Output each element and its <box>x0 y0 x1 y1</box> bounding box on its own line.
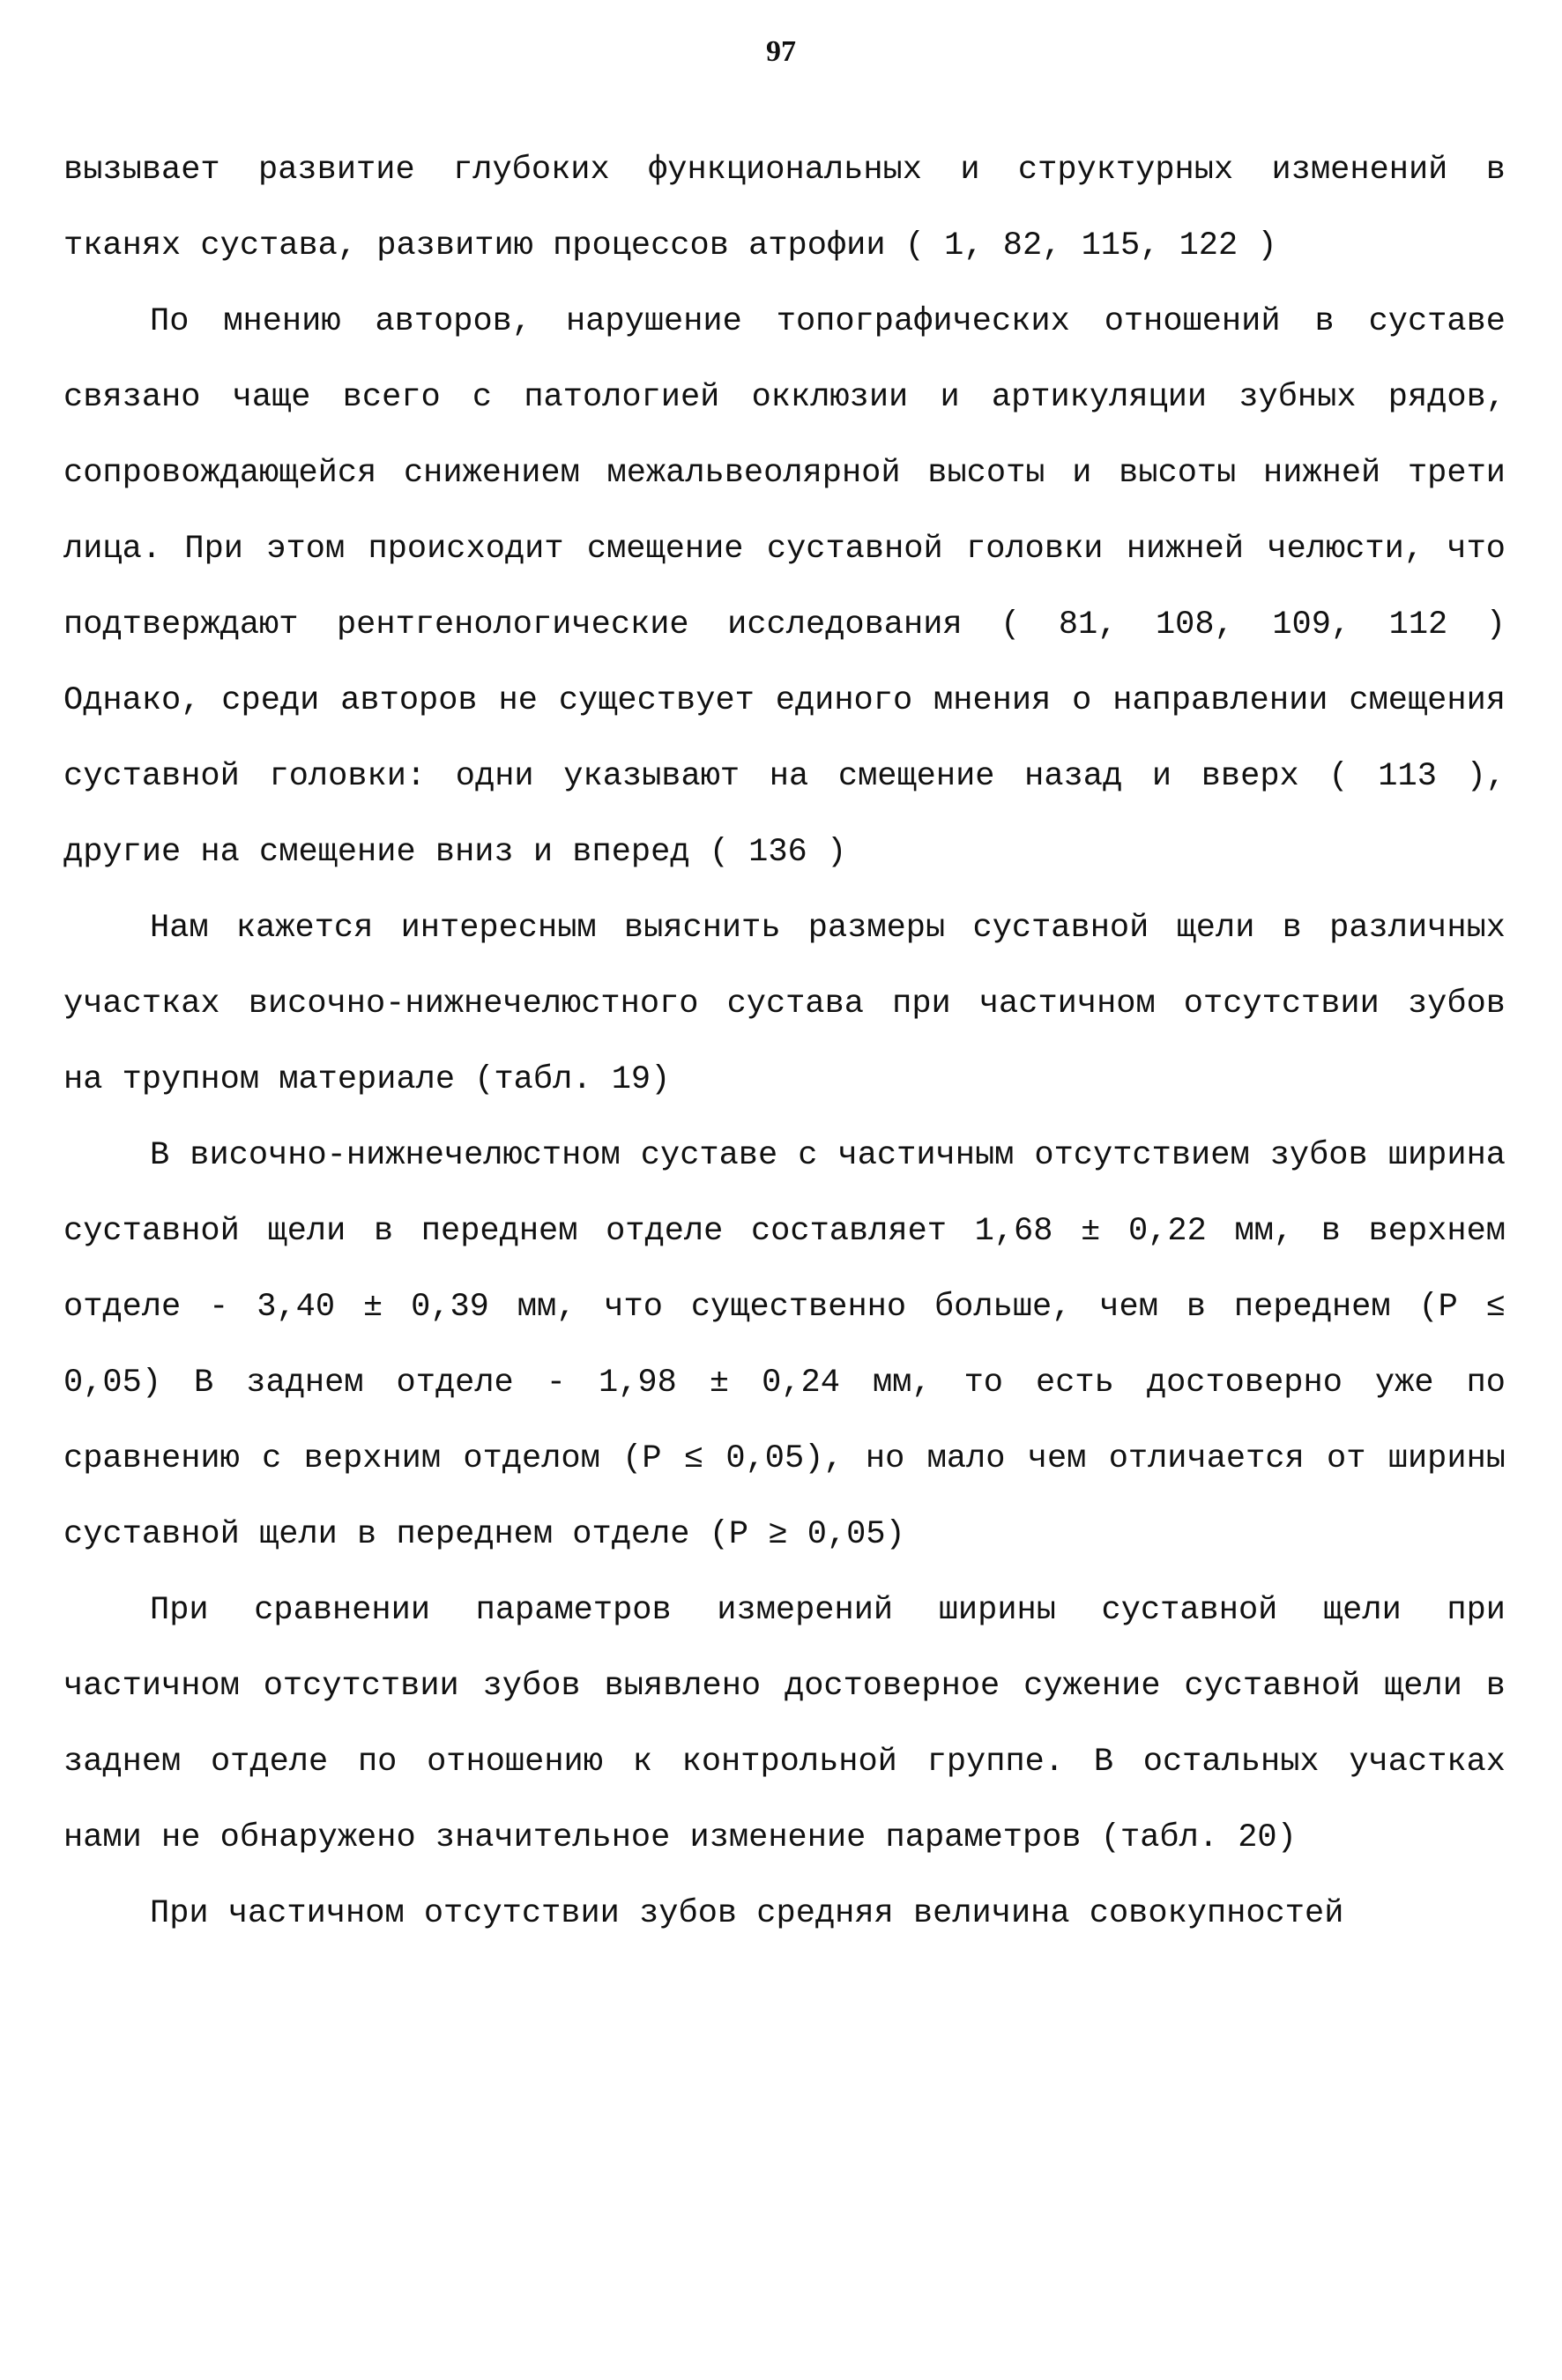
paragraph-1: вызывает развитие глубоких функциональных и структурных изменений в тканях сустава, развитию процессов атрофии ( 1, 82, 115, 122 ) <box>63 152 1506 264</box>
body-text <box>63 132 1506 1952</box>
page-number: 97 <box>766 35 796 68</box>
paragraph-3: Нам кажется интересным выяснить размеры суставной щели в различных участках височно-нижнечелюстного сустава при частичном отсутствии зубов на трупном материале (табл. 19) <box>63 910 1506 1098</box>
paragraph-5: При сравнении параметров измерений ширины суставной щели при частичном отсутствии зубов выявлено достоверное сужение суставной щели в заднем отделе по отношению к контрольной группе. В остальных участках нами не обнаружено значительное изменение параметров (табл. 20) <box>63 1592 1506 1856</box>
paragraph-4: В височно-нижнечелюстном суставе с частичным отсутствием зубов ширина суставной щели в переднем отделе составляет 1,68 ± 0,22 мм, в верхнем отделе - 3,40 ± 0,39 мм, что существенно больше, чем в переднем (P ≤ 0,05) В заднем отделе - 1,98 ± 0,24 мм, то есть достоверно уже по сравнению с верхним отделом (P ≤ 0,05), но мало чем отличается от ширины суставной щели в переднем отделе (P ≥ 0,05) <box>63 1137 1506 1553</box>
paragraph-6: При частичном отсутствии зубов средняя величина совокупностей <box>150 1895 1344 1932</box>
paragraph-2: По мнению авторов, нарушение топографических отношений в суставе связано чаще всего с патологией окклюзии и артикуляции зубных рядов, сопровождающейся снижением межальвеолярной высоты и высоты нижней трети лица. При этом происходит смещение суставной головки нижней челюсти, что подтверждают рентгенологические исследования ( 81, 108, 109, 112 ) Однако, среди авторов не существует единого мнения о направлении смещения суставной головки: одни указывают на смещение назад и вверх ( 113 ), другие на смещение вниз и вперед ( 136 ) <box>63 303 1506 871</box>
